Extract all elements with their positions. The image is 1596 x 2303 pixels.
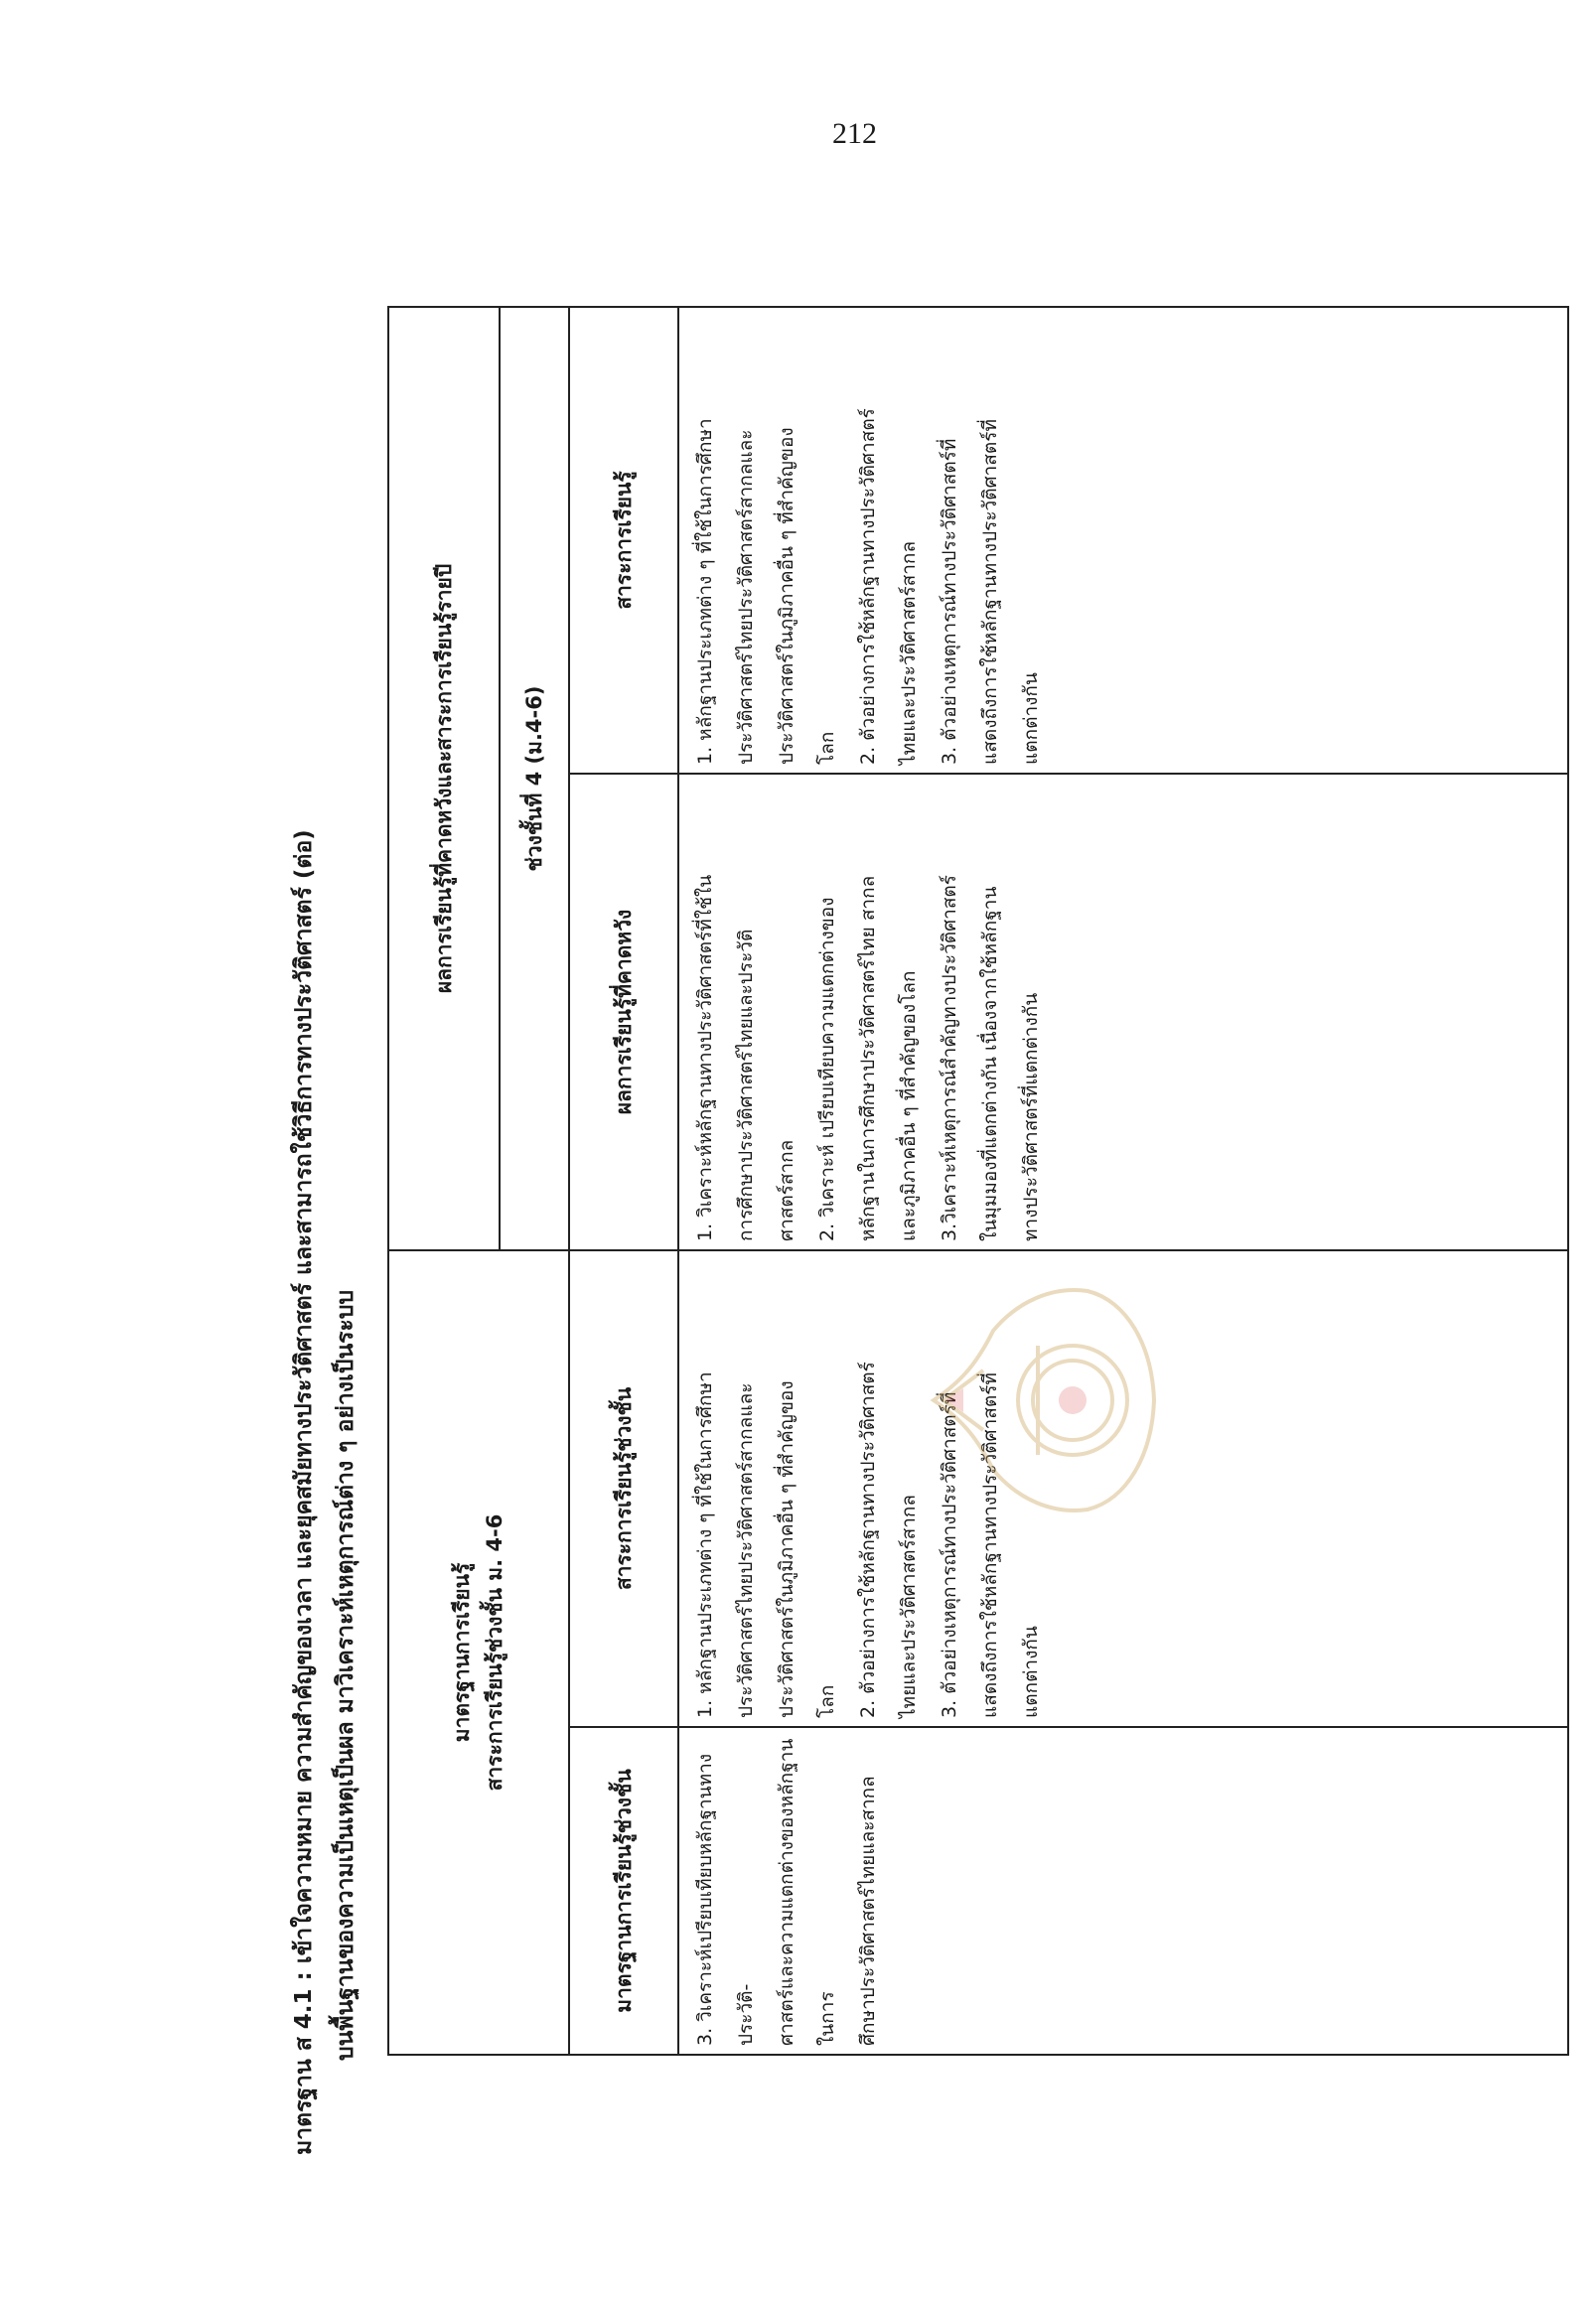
col1-header: มาตรฐานการเรียนรู้ช่วงชั้น bbox=[569, 1727, 678, 2055]
outcomes-group-header bbox=[388, 307, 569, 1250]
col4-cell bbox=[678, 307, 1568, 774]
col1-text: 3. วิเคราะห์เปรียบเทียบหลักฐานทางประวัติ- ศาสตร์และความแตกต่างของหลักฐานในการ ศึกษาประวัติศาสตร์ไทยและสากล bbox=[694, 1738, 879, 2046]
col1-cell bbox=[678, 1727, 1568, 2055]
standards-group-title: มาตรฐานการเรียนรู้ bbox=[450, 1562, 474, 1743]
col3-text: 1. วิเคราะห์หลักฐานทางประวัติศาสตร์ที่ใช้ใน การศึกษาประวัติศาสตร์ไทยและประวัติ ศาสตร์สากล 2. วิเคราะห์ เปรียบเทียบความแตกต่างของ หลักฐานในการศึกษาประวัติศาสตร์ไทย สากล และภูมิภาคอื่น ๆ ที่สำคัญของโลก 3.วิเคราะห์เหตุการณ์สำคัญทางประวัติศาสตร์ ในมุมมองที่แตกต่างกัน เนื่องจากใช้หลักฐาน ทางประวัติศาสตร์ที่แตกต่างกัน bbox=[694, 874, 1042, 1241]
col2-text: 1. หลักฐานประเภทต่าง ๆ ที่ใช้ในการศึกษา ประวัติศาสตร์ไทยประวัติศาสตร์สากลและ ประวัติศาสตร์ในภูมิภาคอื่น ๆ ที่สำคัญของ โลก 2. ตัวอย่างการใช้หลักฐานทางประวัติศาสตร์ ไทยและประวัติศาสตร์สากล 3. ตัวอย่างเหตุการณ์ทางประวัติศาสตร์ที่ แสดงถึงการใช้หลักฐานทางประวัติศาสตร์ที่ แตกต่างกัน bbox=[694, 1362, 1042, 1718]
standards-group-subtitle: สาระการเรียนรู้ช่วงชั้น ม. 4-6 bbox=[483, 1513, 507, 1792]
standards-group-header bbox=[388, 1250, 569, 2055]
outcomes-group-title: ผลการเรียนรู้ที่คาดหวังและสาระการเรียนรู้รายปี bbox=[432, 563, 456, 994]
col3-header: ผลการเรียนรู้ที่คาดหวัง bbox=[569, 774, 678, 1250]
curriculum-table bbox=[387, 306, 1569, 2056]
standard-heading: มาตรฐาน ส 4.1 : เข้าใจความหมาย ความสำคัญของเวลา และยุคสมัยทางประวัติศาสตร์ และสามารถใช้วิธีการทางประวัติศาสตร์ (ต่อ) bbox=[291, 829, 317, 2155]
page-number: 212 bbox=[832, 117, 877, 150]
rotated-page-content bbox=[278, 228, 1596, 2165]
period-header: ช่วงชั้นที่ 4 (ม.4-6) bbox=[499, 308, 568, 1249]
col3-cell bbox=[678, 774, 1568, 1250]
col4-header: สาระการเรียนรู้ bbox=[569, 307, 678, 774]
col4-text: 1. หลักฐานประเภทต่าง ๆ ที่ใช้ในการศึกษา ประวัติศาสตร์ไทยประวัติศาสตร์สากลและ ประวัติศาสตร์ในภูมิภาคอื่น ๆ ที่สำคัญของ โลก 2. ตัวอย่างการใช้หลักฐานทางประวัติศาสตร์ ไทยและประวัติศาสตร์สากล 3. ตัวอย่างเหตุการณ์ทางประวัติศาสตร์ที่ แสดงถึงการใช้หลักฐานทางประวัติศาสตร์ที่ แตกต่างกัน bbox=[694, 408, 1042, 765]
standard-heading-continued: บนพื้นฐานของความเป็นเหตุเป็นผล มาวิเคราะห์เหตุการณ์ต่าง ๆ อย่างเป็นระบบ bbox=[333, 1289, 359, 2061]
ministry-emblem-icon bbox=[924, 1271, 1162, 1529]
col2-header: สาระการเรียนรู้ช่วงชั้น bbox=[569, 1250, 678, 1727]
